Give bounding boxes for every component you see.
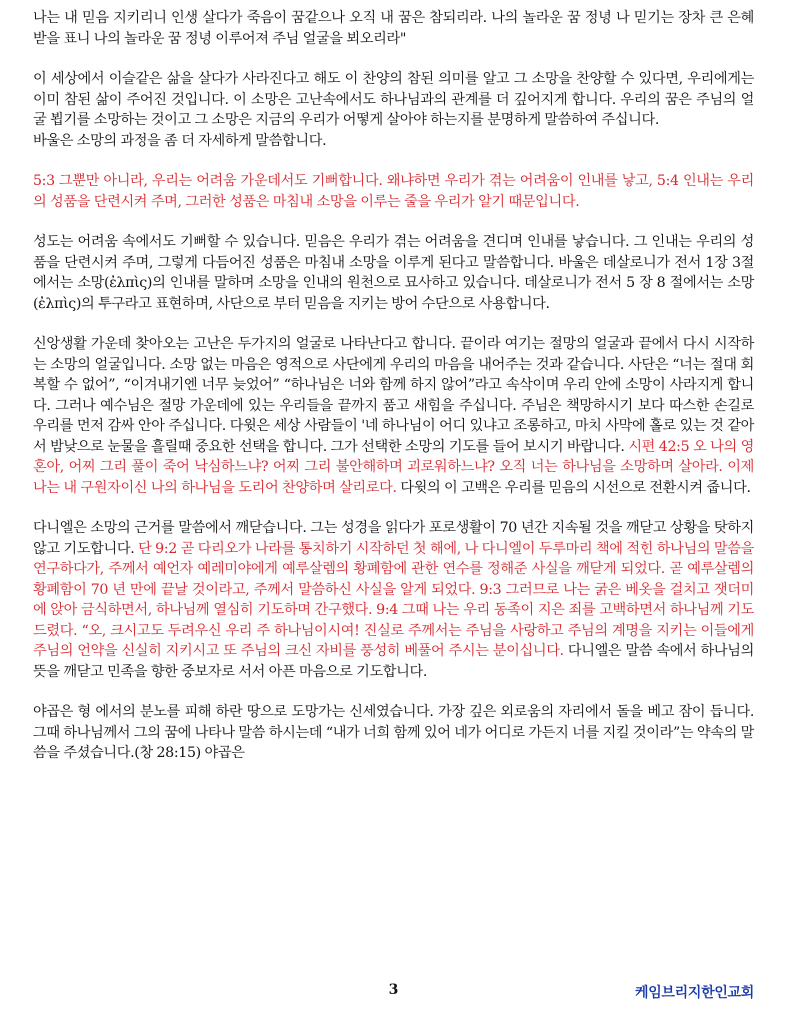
body-text: 다윗의 이 고백은 우리를 믿음의 시선으로 전환시켜 줍니다. [396, 479, 751, 496]
paragraph-p4 [33, 334, 754, 498]
church-name: 케임브리지한인교회 [634, 985, 754, 1001]
paragraph-p5 [33, 518, 754, 682]
body-text: 다니엘은 소망의 근거를 말씀에서 깨닫습니다. 그는 성경을 읽다가 포로생활이 70 년간 지속될 것을 깨닫고 상황을 탓하지 않고 기도합니다. [33, 520, 754, 557]
document-body [33, 8, 754, 764]
body-text: 야곱은 형 에서의 분노를 피해 하란 땅으로 도망가는 신세였습니다. 가장 깊은 외로움의 자리에서 돌을 베고 잠이 듭니다. 그때 하나님께서 그의 꿈에 나타나 말씀 하시는데 “내가 너희 함께 있어 네가 어디로 가든지 너를 지킬 것이라”는 약속의 말씀을 주셨습니다.(창 28:15) 야곱은 [33, 704, 754, 761]
paragraph-p1 [33, 69, 754, 151]
paragraph-p2 [33, 171, 754, 212]
paragraph-p6 [33, 702, 754, 764]
body-text: 신앙생활 가운데 찾아오는 고난은 두가지의 얼굴로 나타난다고 합니다. 끝이라 여기는 절망의 얼굴과 끝에서 다시 시작하는 소망의 얼굴입니다. 소망 없는 마음은 영적으로 사단에게 우리의 마음을 내어주는 것과 같습니다. 사단은 “너는 절대 회복할 수 없어”, “이겨내기엔 너무 늦었어” “하나님은 너와 함께 하지 않어”라고 속삭이며 우리 안에 소망이 사라지게 합니다. 그러나 예수님은 절망 가운데에 있는 우리들을 끝까지 품고 새힘을 주십니다. 주님은 책망하시기 보다 따스한 손길로 우리를 먼저 감싸 안아 주십니다. 다윗은 세상 사람들이 '네 하나님이 어디 있냐고 조롱하고, 마치 사막에 홀로 있는 것 같아서 밤낮으로 눈물을 흘릴때 중요한 선택을 합니다. 그가 선택한 소망의 기도를 들어 보시기 바랍니다. [33, 336, 754, 455]
page-footer [0, 982, 787, 1006]
scripture-quote: 시편 42:5 오 나의 영혼아, 어찌 그리 풀이 죽어 낙심하느냐? 어찌 그리 불안해하며 괴로워하느냐? 오직 너는 하나님을 소망하며 살아라. 이제 나는 내 구원자이신 나의 하나님을 도리어 찬양하며 살리로다. [33, 438, 755, 496]
body-text: 다니엘은 말씀 속에서 하나님의 뜻을 깨닫고 민족을 향한 중보자로 서서 아픈 마음으로 기도합니다. [33, 643, 754, 680]
paragraph-p0 [33, 8, 754, 49]
scripture-quote: 단 9:2 곧 다리오가 나라를 통치하기 시작하던 첫 해에, 나 다니엘이 두루마리 책에 적힌 하나님의 말씀을 연구하다가, 주께서 예언자 예레미야에게 예루살렘의 황폐함에 관한 연수를 정해준 사실을 깨닫게 되었다. 곧 예루살렘의 황폐함이 70 년 만에 끝날 것이라고, 주께서 말씀하신 사실을 알게 되었다. 9:3 그러므로 나는 굵은 베옷을 걸치고 잿더미에 앉아 금식하면서, 하나님께 열심히 기도하며 간구했다. 9:4 그때 나는 우리 동족이 지은 죄를 고백하면서 하나님께 기도드렸다. “오, 크시고도 두려우신 우리 주 하나님이시여! 진실로 주께서는 주님을 사랑하고 주님의 계명을 지키는 이들에게 주님의 언약을 신실히 지키시고 또 주님의 크신 자비를 풍성히 베풀어 주시는 분이십니다. [33, 540, 754, 659]
body-text: 이 세상에서 이슬같은 삶을 살다가 사라진다고 해도 이 찬양의 참된 의미를 알고 그 소망을 찬양할 수 있다면, 우리에게는 이미 참된 삶이 주어진 것입니다. 이 소망은 고난속에서도 하나님과의 관계를 더 깊어지게 합니다. 우리의 꿈은 주님의 얼굴 뵙기를 소망하는 것이고 그 소망은 지금의 우리가 어떻게 살아야 하는지를 분명하게 말씀하여 주십니다. [33, 71, 754, 128]
page-number: 3 [388, 982, 399, 998]
body-text: 나는 내 믿음 지키리니 인생 살다가 죽음이 꿈같으나 오직 내 꿈은 참되리라. 나의 놀라운 꿈 정녕 나 믿기는 장차 큰 은혜 받을 표니 나의 놀라운 꿈 정녕 이루어져 주님 얼굴을 뵈오리라" [33, 10, 754, 47]
body-text: 바울은 소망의 과정을 좀 더 자세하게 말씀합니다. [33, 132, 327, 149]
scripture-quote: 5:3 그뿐만 아니라, 우리는 어려움 가운데서도 기뻐합니다. 왜냐하면 우리가 겪는 어려움이 인내를 낳고, 5:4 인내는 우리의 성품을 단련시켜 주며, 그러한 성품은 마침내 소망을 이루는 줄을 우리가 알기 때문입니다. [33, 173, 754, 210]
body-text: 성도는 어려움 속에서도 기뻐할 수 있습니다. 믿음은 우리가 겪는 어려움을 견디며 인내를 낳습니다. 그 인내는 우리의 성품을 단련시켜 주며, 그렇게 다듬어진 성품은 마침내 소망을 이루게 된다고 말씀합니다. 바울은 데살로니가 전서 1장 3절에서는 소망(ἐλπὶς)의 인내를 말하며 소망을 인내의 원천으로 묘사하고 있습니다. 데살로니가 전서 5 장 8 절에서는 소망(ἐλπὶς)의 투구라고 표현하며, 사단으로 부터 믿음을 지키는 방어 수단으로 사용합니다. [33, 234, 754, 312]
paragraph-p3 [33, 232, 754, 314]
